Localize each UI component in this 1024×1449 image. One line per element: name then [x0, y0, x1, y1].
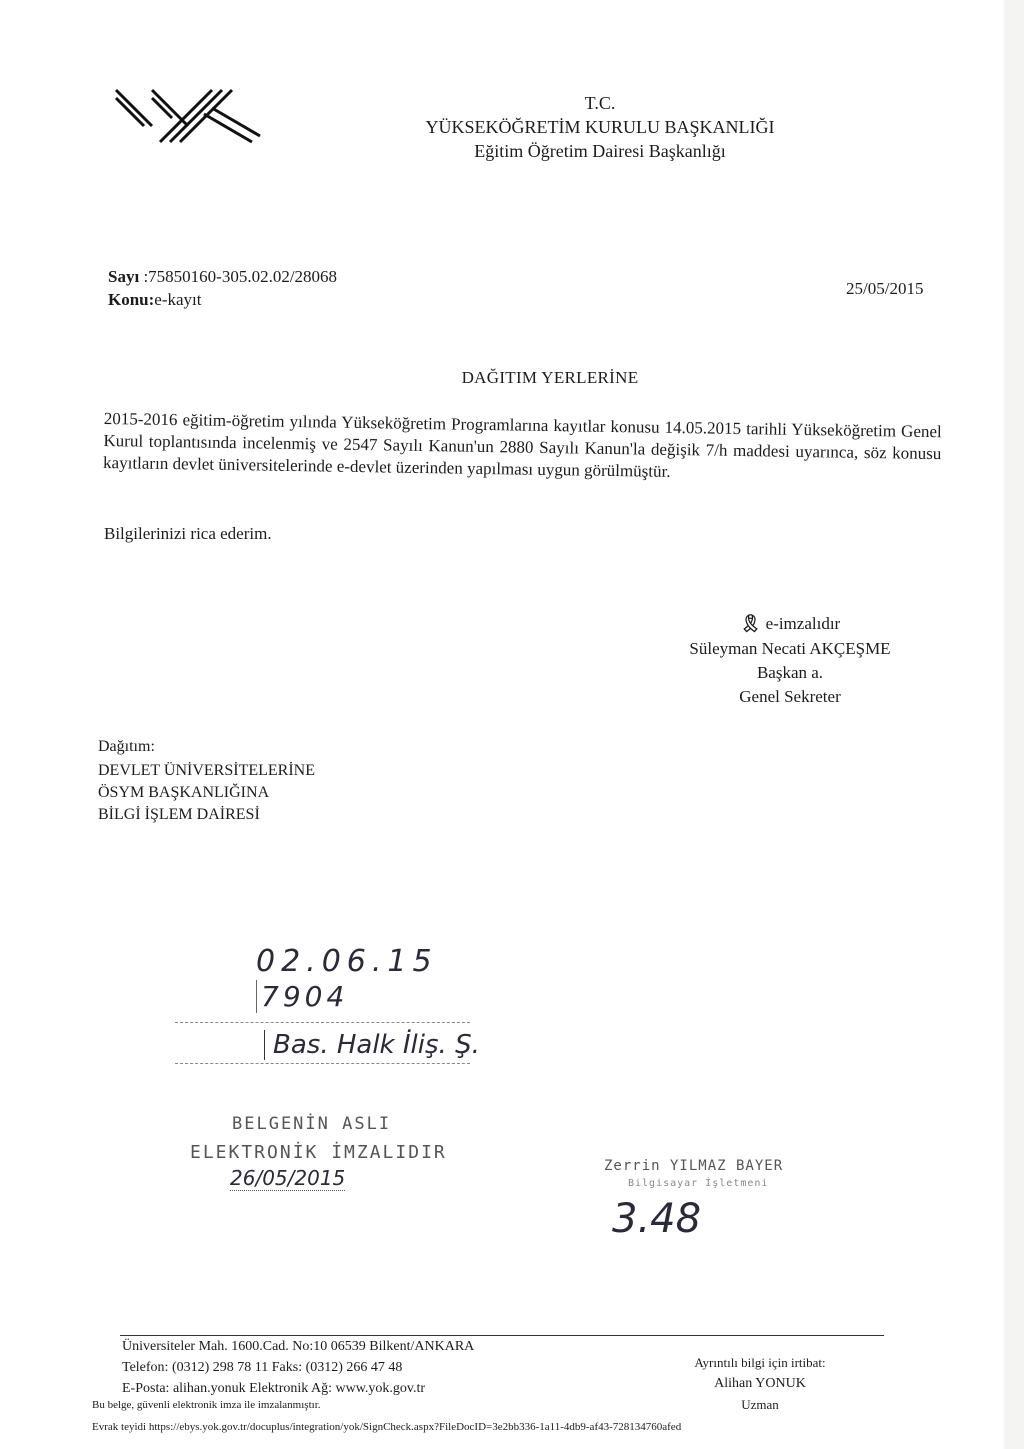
- stamp-date: 26/05/2015: [230, 1166, 346, 1190]
- contact-name: Alihan YONUK: [714, 1376, 806, 1391]
- stamp-officer-name: Zerrin YILMAZ BAYER: [604, 1158, 784, 1174]
- handwritten-date: 02.06.15: [256, 944, 438, 979]
- stamp-line-2: ELEKTRONİK İMZALIDIR: [190, 1142, 447, 1163]
- contact-title: Uzman: [741, 1397, 779, 1412]
- handwritten-number: 7904: [256, 980, 348, 1013]
- header-institution: YÜKSEKÖĞRETİM KURULU BAŞKANLIĞI: [425, 117, 775, 137]
- footer-address: Üniversiteler Mah. 1600.Cad. No:10 06539 Bilkent/ANKARA: [122, 1339, 475, 1354]
- footer-verify-link[interactable]: Evrak teyidi https://ebys.yok.gov.tr/docuplus/integration/yok/SignCheck.aspx?FileDocID=3e2bb336-1a11-4db9-af43-728134760afed: [92, 1421, 682, 1433]
- distribution-item: ÖSYM BAŞKANLIĞINA: [98, 784, 270, 801]
- konu-label: Konu:: [108, 290, 155, 309]
- stamp-officer-title: Bilgisayar İşletmeni: [628, 1178, 769, 1189]
- footer-phone: Telefon: (0312) 298 78 11 Faks: (0312) 266 47 48: [122, 1360, 403, 1375]
- reference-subject: [108, 290, 202, 310]
- footer-email: E-Posta: alihan.yonuk Elektronik Ağ: www.yok.gov.tr: [122, 1381, 426, 1396]
- esign-text: e-imzalıdır: [765, 614, 841, 633]
- officer-signature: 3.48: [612, 1196, 702, 1242]
- body-paragraph: 2015-2016 eğitim-öğretim yılında Yükseköğretim Programlarına kayıtlar konusu 14.05.2015 tarihli Yükseköğretim Genel Kurul toplantısında incelenmiş ve 2547 Sayılı Kanun'un 2880 Sayılı Kanun'la değişik 7/h maddesi uyarınca, söz konusu kayıtların devlet üniversitelerinde e-devlet üzerinden yapılması uygun görülmüştür.: [102, 408, 942, 481]
- document-date: 25/05/2015: [846, 279, 924, 298]
- yok-logo-icon: [112, 84, 262, 148]
- distribution-label: Dağıtım:: [98, 738, 155, 755]
- closing-line: Bilgilerinizi rica ederim.: [104, 524, 272, 543]
- esign-line: [640, 612, 940, 636]
- contact-label: Ayrıntılı bilgi için irtibat:: [694, 1355, 826, 1370]
- signatory-name: Süleyman Necati AKÇEŞME: [689, 639, 891, 658]
- signatory-title-1: Başkan a.: [756, 663, 824, 682]
- addressee: DAĞITIM YERLERİNE: [461, 368, 639, 387]
- stamp-line-1: BELGENİN ASLI: [232, 1114, 392, 1134]
- distribution-item: BİLGİ İŞLEM DAİRESİ: [98, 806, 260, 823]
- konu-value: e-kayıt: [154, 290, 202, 309]
- sayi-value: :75850160-305.02.02/28068: [143, 267, 338, 286]
- distribution-item: DEVLET ÜNİVERSİTELERİNE: [98, 762, 315, 779]
- reference-number: [108, 267, 337, 287]
- header-tc: T.C.: [584, 93, 616, 113]
- footer-esign-note: Bu belge, güvenli elektronik imza ile imzalanmıştır.: [92, 1399, 321, 1411]
- handwritten-note: Bas. Halk İliş. Ş.: [264, 1030, 480, 1060]
- header-department: Eğitim Öğretim Dairesi Başkanlığı: [474, 141, 726, 161]
- ribbon-icon: 🎗︎: [739, 614, 762, 634]
- sayi-label: Sayı: [108, 267, 140, 286]
- signatory-title-2: Genel Sekreter: [739, 687, 841, 706]
